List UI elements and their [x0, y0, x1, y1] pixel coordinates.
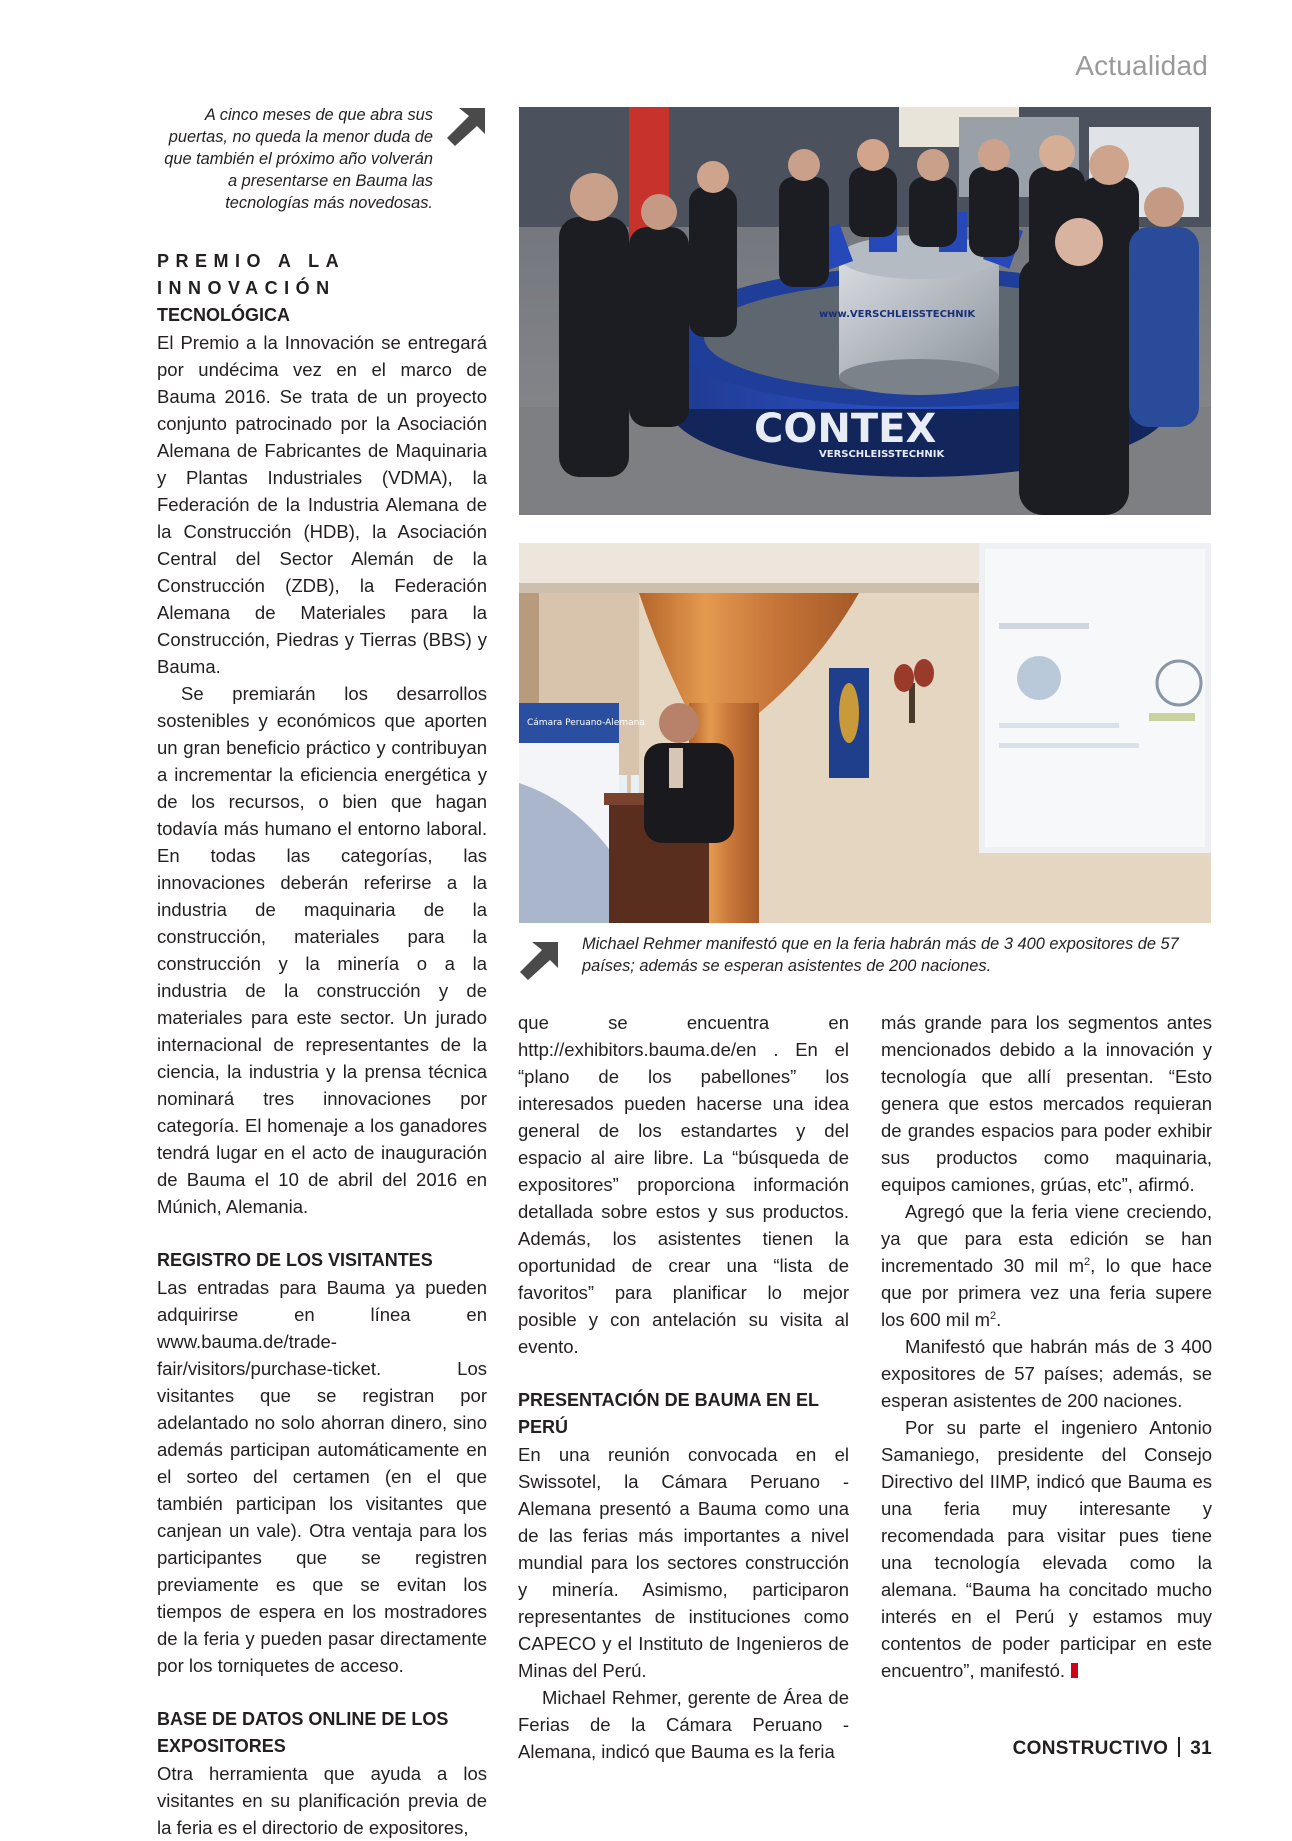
booth-url-text: www.VERSCHLEISSTECHNIK — [819, 309, 976, 320]
heading-bauma-peru: PRESENTACIÓN DE BAUMA EN EL PERÚ — [518, 1390, 819, 1437]
arrow-icon — [447, 106, 487, 146]
heading-innovation-prize-cont: TECNOLÓGICA — [157, 305, 290, 325]
paragraph: Michael Rehmer, gerente de Área de Ferias de la Cámara Peruano - Alemana, indicó que Bauma es la feria — [518, 1687, 849, 1762]
paragraph: más grande para los segmentos antes mencionados debido a la innovación y tecnología que allí presentan. “Esto genera que estos mercados requieran de grandes espacios para poder exhibir sus productos como maquinaria, equipos camiones, grúas, etc”, afirmó. — [881, 1012, 1212, 1195]
footer — [1013, 1737, 1212, 1760]
heading-visitor-registration: REGISTRO DE LOS VISITANTES — [157, 1250, 433, 1270]
photo-caption: Michael Rehmer manifestó que en la feria habrán más de 3 400 expositores de 57 países; además se esperan asistentes de 200 naciones. — [582, 935, 1179, 975]
paragraph: Se premiarán los desarrollos sostenibles y económicos que aporten un gran beneficio práctico y contribuyan a incrementar la eficiencia energética y de los recursos, o bien que hagan todavía más humano el entorno laboral. En todas las categorías, las innovaciones deberán referirse a la industria de maquinaria de la construcción, materiales para la construcción y la minería o a la industria de la construcción y de materiales para este sector. Un jurado internacional de representantes de la ciencia, la industria y la prensa técnica nominará tres innovaciones por categoría. El homenaje a los ganadores tendrá lugar en el acto de inauguración de Bauma el 10 de abril del 2016 en Múnich, Alemania. — [157, 683, 487, 1217]
paragraph: Otra herramienta que ayuda a los visitantes en su planificación previa de la feria es el directorio de expositores, — [157, 1763, 487, 1838]
heading-exhibitor-database: BASE DE DATOS ONLINE DE LOS EXPOSITORES — [157, 1709, 449, 1756]
intro-caption: A cinco meses de que abra sus puertas, no queda la menor duda de que también el próximo año volverán a presentarse en Bauma las tecnologías más novedosas. — [164, 106, 433, 212]
photo-conference-presentation — [519, 543, 1211, 923]
booth-sign-subtext: VERSCHLEISSTECHNIK — [819, 449, 945, 460]
paragraph: Las entradas para Bauma ya pueden adquirirse en línea en www.bauma.de/trade-fair/visitors/purchase-ticket. Los visitantes que se registran por adelantado no solo ahorran dinero, sino además participan automáticamente en el sorteo del certamen (en el que también participan los visitantes que canjean un vale). Otra ventaja para los participantes que se registren previamente es que se evitan los tiempos de espera en los mostradores de la feria y pueden pasar directamente por los torniquetes de acceso. — [157, 1277, 487, 1676]
paragraph: Manifestó que habrán más de 3 400 expositores de 57 países; además, se esperan asistentes de 200 naciones. — [881, 1336, 1212, 1411]
arrow-icon — [520, 940, 560, 980]
booth-sign-text: CONTEX — [754, 406, 937, 452]
heading-innovation-prize: PREMIO A LA INNOVACIÓN — [157, 251, 345, 298]
photo-trade-fair-booth — [519, 107, 1211, 515]
paragraph: En una reunión convocada en el Swissotel, la Cámara Peruano - Alemana presentó a Bauma como una de las ferias más importantes a nivel mundial para los sectores construcción y minería. Asimismo, participaron representantes de instituciones como CAPECO y el Instituto de Ingenieros de Minas del Perú. — [518, 1444, 849, 1681]
paragraph: Agregó que la feria viene creciendo, ya que para esta edición se han incrementado 30 mil $m^2$, lo que hace que por primera vez una feria supere los 600 mil $m^2$. — [881, 1201, 1212, 1330]
page-number: 31 — [1190, 1738, 1212, 1759]
footer-separator — [1178, 1737, 1180, 1757]
column-1 — [157, 248, 487, 1841]
banner-text: Cámara Peruano-Alemana — [527, 718, 645, 728]
magazine-name: CONSTRUCTIVO — [1012, 1738, 1169, 1759]
paragraph: El Premio a la Innovación se entregará por undécima vez en el marco de Bauma 2016. Se trata de un proyecto conjunto patrocinado por la Asociación Alemana de Fabricantes de Maquinaria y Plantas Industriales (VDMA), la Federación de la Industria Alemana de la Construcción (HDB), la Asociación Central del Sector Alemán de la Construcción (ZDB), la Federación Alemana de Materiales para la Construcción, Piedras y Tierras (BBS) y Bauma. — [157, 332, 487, 677]
paragraph: que se encuentra en http://exhibitors.bauma.de/en . En el “plano de los pabellones” los interesados pueden hacerse una idea general de los estandartes y del espacio al aire libre. La “búsqueda de expositores” proporciona información detallada sobre estos y sus productos. Además, los asistentes tienen la oportunidad de crear una “lista de favoritos” para planificar lo mejor posible y con antelación su visita al evento. — [518, 1012, 849, 1357]
column-2 — [518, 1009, 849, 1765]
paragraph: Por su parte el ingeniero Antonio Samaniego, presidente del Consejo Directivo del IIMP, indicó que Bauma es una feria muy interesante y recomendada para visitar pues tiene una tecnología elevada como la alemana. “Bauma ha concitado mucho interés en el Perú y estamos muy contentos de poder participar en este encuentro”, manifestó. — [881, 1417, 1212, 1681]
end-of-article-mark — [1071, 1663, 1078, 1678]
column-3 — [881, 1009, 1212, 1684]
section-label: Actualidad — [1075, 50, 1208, 81]
